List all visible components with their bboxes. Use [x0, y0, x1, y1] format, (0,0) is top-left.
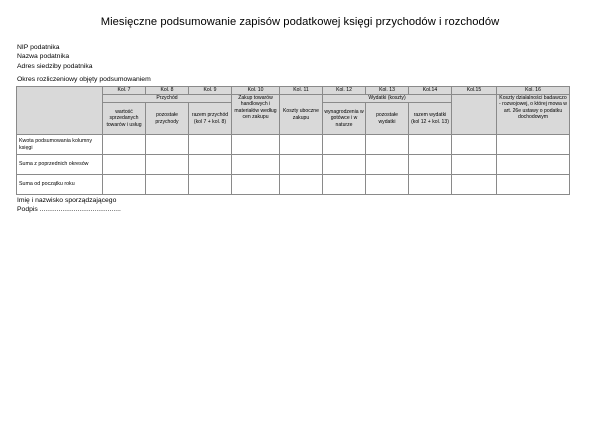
row-label-suma-poprzednich: Suma z poprzednich okresów — [17, 155, 103, 175]
group-header-wydatki: Wydatki (koszty) — [323, 95, 452, 103]
table-cell[interactable] — [409, 155, 452, 175]
signature-line: Podpis ........................................... — [17, 206, 121, 214]
column-header-kol10: Kol. 10 — [232, 87, 280, 95]
desc-kol14: razem wydatki (kol 12 + kol. 13) — [409, 103, 452, 135]
group-header-zakup-towarow: Zakup towarów handlowych i materiałów według cen zakupu — [232, 95, 280, 135]
period-label: Okres rozliczeniowy objęty podsumowaniem — [17, 76, 151, 83]
table-cell[interactable] — [280, 135, 323, 155]
table-cell[interactable] — [323, 155, 366, 175]
row-label-kwota: Kwota podsumowania kolumny księgi — [17, 135, 103, 155]
table-cell[interactable] — [189, 175, 232, 195]
table-cell[interactable] — [232, 155, 280, 175]
table-row — [17, 155, 570, 175]
column-header-kol12: Kol. 12 — [323, 87, 366, 95]
column-header-kol9: Kol. 9 — [189, 87, 232, 95]
taxpayer-name-label: Nazwa podatnika — [17, 53, 70, 61]
table-cell[interactable] — [146, 135, 189, 155]
taxpayer-address-label: Adres siedziby podatnika — [17, 62, 93, 70]
table-cell[interactable] — [232, 175, 280, 195]
table-cell[interactable] — [103, 155, 146, 175]
column-header-kol8: Kol. 8 — [146, 87, 189, 95]
nip-label: NIP podatnika — [17, 44, 60, 51]
group-header-koszty-dzialalnosci: Koszty działalności badawczo - rozwojowej, o której mowa w art. 26e ustawy o podatku dochodowym — [497, 95, 570, 135]
summary-table — [16, 86, 570, 195]
desc-kol7: wartość sprzedanych towarów i usług — [103, 103, 146, 135]
table-cell[interactable] — [103, 175, 146, 195]
table-cell[interactable] — [409, 135, 452, 155]
table-cell[interactable] — [497, 155, 570, 175]
table-cell[interactable] — [189, 155, 232, 175]
column-header-kol14: Kol.14 — [409, 87, 452, 95]
table-cell[interactable] — [189, 135, 232, 155]
table-cell[interactable] — [497, 135, 570, 155]
table-cell[interactable] — [323, 135, 366, 155]
table-cell[interactable] — [280, 155, 323, 175]
row-label-suma-od-poczatku: Suma od początku roku — [17, 175, 103, 195]
column-header-kol15: Kol.15 — [452, 87, 497, 95]
table-cell[interactable] — [452, 175, 497, 195]
taxpayer-info — [17, 43, 93, 71]
column-number-row — [17, 87, 570, 95]
table-cell[interactable] — [232, 135, 280, 155]
table-cell[interactable] — [366, 175, 409, 195]
column-header-kol7: Kol. 7 — [103, 87, 146, 95]
column-header-kol13: Kol. 13 — [366, 87, 409, 95]
desc-kol8: pozostałe przychody — [146, 103, 189, 135]
column-header-kol11: Kol. 11 — [280, 87, 323, 95]
table-cell[interactable] — [146, 175, 189, 195]
table-cell[interactable] — [497, 175, 570, 195]
table-cell[interactable] — [452, 135, 497, 155]
table-cell[interactable] — [366, 135, 409, 155]
header-corner-cell — [17, 87, 103, 135]
signature-block — [17, 196, 121, 215]
table-row — [17, 175, 570, 195]
table-cell[interactable] — [280, 175, 323, 195]
desc-kol13: pozostałe wydatki — [366, 103, 409, 135]
table-row — [17, 135, 570, 155]
kol15-header-blank — [452, 95, 497, 135]
table-cell[interactable] — [366, 155, 409, 175]
table-cell[interactable] — [323, 175, 366, 195]
document-title: Miesięczne podsumowanie zapisów podatkowej księgi przychodów i rozchodów — [100, 16, 500, 28]
desc-kol9: razem przychód (kol 7 + kol. 8) — [189, 103, 232, 135]
column-header-kol16: Kol. 16 — [497, 87, 570, 95]
preparer-label: Imię i nazwisko sporządzającego — [17, 197, 117, 204]
table-cell[interactable] — [409, 175, 452, 195]
group-header-koszty-uboczne: Koszty uboczne zakupu — [280, 95, 323, 135]
group-header-przychod: Przychód — [103, 95, 232, 103]
desc-kol12: wynagrodzenia w gotówce i w naturze — [323, 103, 366, 135]
table-cell[interactable] — [146, 155, 189, 175]
table-cell[interactable] — [103, 135, 146, 155]
table-cell[interactable] — [452, 155, 497, 175]
